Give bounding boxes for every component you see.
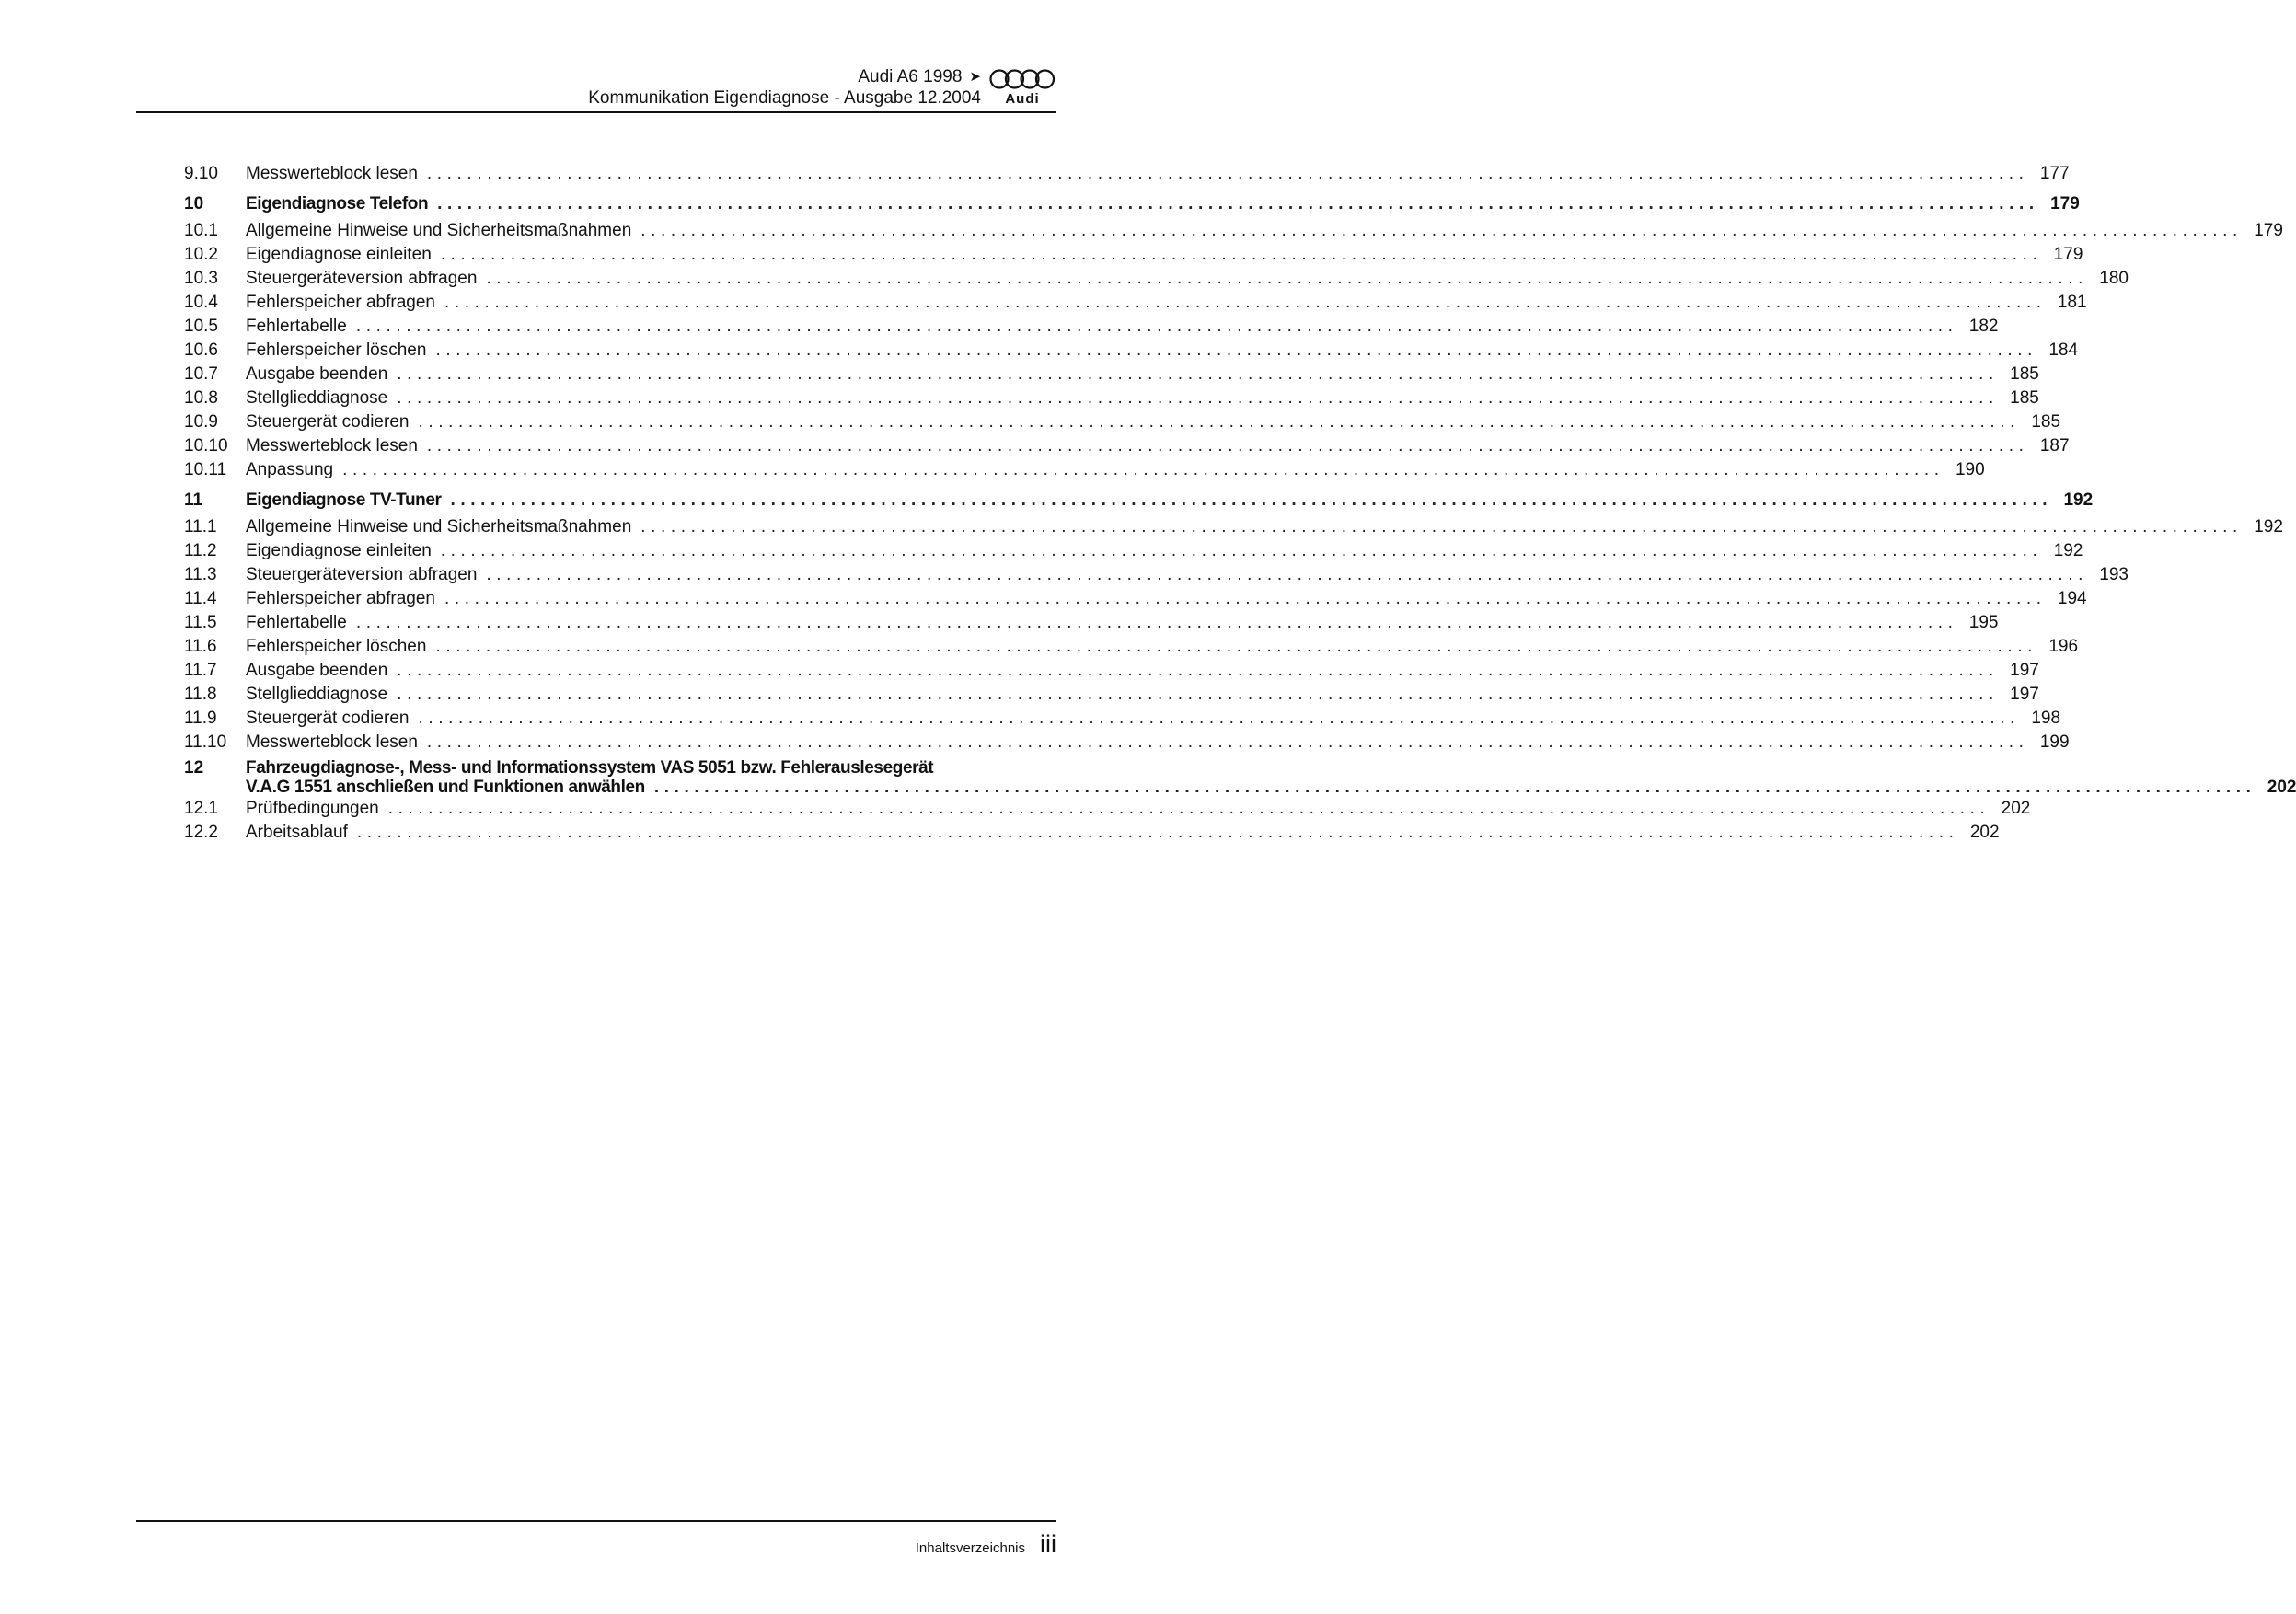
toc-number: 12.2 — [184, 823, 218, 842]
toc-title: Fehlerspeicher löschen — [246, 340, 427, 360]
toc-leader-dots: ................................................................................................................................................................ — [444, 293, 2047, 312]
toc-leader-dots: ................................................................................................................................................................ — [397, 661, 1999, 680]
toc-title-line2-row — [246, 778, 2296, 797]
toc-number: 11.2 — [184, 541, 217, 560]
toc-entry-row[interactable] — [184, 797, 2031, 821]
audi-brand-text: Audi — [1005, 91, 1040, 107]
toc-leader-dots: ................................................................................................................................................................ — [440, 541, 2043, 560]
toc-title: Ausgabe beenden — [246, 661, 388, 680]
toc-number: 10 — [184, 194, 204, 213]
toc-page-number: 181 — [2057, 293, 2087, 312]
page-footer — [916, 1530, 1056, 1559]
toc-leader-dots: ................................................................................................................................................................ — [440, 245, 2043, 264]
toc-chapter-12[interactable] — [184, 755, 2296, 797]
toc-leader-dots: ................................................................................................................................................................ — [640, 221, 2243, 240]
toc-page-number: 179 — [2254, 221, 2283, 240]
toc-leader-dots: ................................................................................................................................................................ — [426, 732, 2029, 752]
toc-number: 12 — [184, 758, 204, 778]
toc-entry-row[interactable] — [184, 611, 1999, 635]
toc-entry-row[interactable] — [184, 315, 1999, 339]
toc-number: 11.9 — [184, 709, 217, 728]
toc-leader-dots: ................................................................................................................................................................ — [418, 709, 2021, 728]
toc-page-number: 192 — [2254, 517, 2283, 536]
toc-main-list — [184, 162, 2283, 755]
toc-title: Fehlerspeicher abfragen — [246, 293, 435, 312]
toc-leader-dots: ................................................................................................................................................................ — [355, 317, 1958, 336]
toc-number: 10.2 — [184, 245, 218, 264]
toc-leader-dots: ................................................................................................................................................................ — [450, 490, 2053, 510]
toc-leader-dots: ................................................................................................................................................................ — [640, 517, 2243, 536]
toc-page-number: 198 — [2031, 709, 2061, 728]
header-text — [588, 66, 981, 109]
toc-number: 9.10 — [184, 164, 218, 183]
toc-title-line2: V.A.G 1551 anschließen und Funktionen anwählen — [246, 778, 645, 797]
toc-entry-row[interactable] — [184, 410, 2061, 434]
toc-entry-row[interactable] — [184, 635, 2079, 659]
toc-number: 11.1 — [184, 517, 217, 536]
header-subtitle: Kommunikation Eigendiagnose - Ausgabe 12.2004 — [588, 88, 981, 108]
toc-page-number: 185 — [2010, 364, 2039, 384]
toc-page-number: 179 — [2050, 194, 2080, 213]
toc-entry-row[interactable] — [184, 219, 2283, 243]
toc-leader-dots: ................................................................................................................................................................ — [397, 685, 1999, 704]
toc-page-number: 187 — [2039, 436, 2070, 455]
toc-title: Allgemeine Hinweise und Sicherheitsmaßnahmen — [246, 221, 632, 240]
toc-title: Messwerteblock lesen — [246, 732, 418, 752]
table-of-contents — [184, 162, 2296, 845]
toc-leader-dots: ................................................................................................................................................................ — [355, 613, 1958, 632]
toc-entry-row[interactable] — [184, 539, 2083, 563]
toc-title: Stellglieddiagnose — [246, 685, 388, 704]
toc-entry-row[interactable] — [184, 659, 2039, 683]
toc-page-number: 182 — [1968, 317, 1999, 336]
toc-title: Fehlertabelle — [246, 613, 347, 632]
toc-leader-dots: ................................................................................................................................................................ — [435, 637, 2038, 656]
toc-entry-row[interactable] — [184, 587, 2087, 611]
toc-leader-dots: ................................................................................................................................................................ — [435, 340, 2038, 360]
toc-title: Steuergeräteversion abfragen — [246, 565, 478, 584]
toc-title: Eigendiagnose einleiten — [246, 245, 432, 264]
toc-leader-dots: ................................................................................................................................................................ — [418, 412, 2021, 432]
toc-number: 11.4 — [184, 589, 217, 608]
toc-chapter-12-body — [246, 758, 2296, 797]
toc-title: Eigendiagnose Telefon — [246, 194, 429, 213]
toc-title: Eigendiagnose TV-Tuner — [246, 490, 442, 510]
toc-page-number: 190 — [1955, 460, 1985, 479]
toc-number: 11.10 — [184, 732, 227, 752]
toc-leader-dots: ................................................................................................................................................................ — [397, 364, 1999, 384]
toc-page-number: 179 — [2053, 245, 2083, 264]
header-model: Audi A6 1998 — [858, 67, 963, 86]
audi-logo — [988, 68, 1056, 109]
page-header — [136, 66, 1056, 114]
toc-title: Allgemeine Hinweise und Sicherheitsmaßnahmen — [246, 517, 632, 536]
toc-title: Eigendiagnose einleiten — [246, 541, 432, 560]
toc-chapter-row[interactable] — [184, 186, 2080, 219]
toc-page-number: 177 — [2039, 164, 2070, 183]
toc-entry-row[interactable] — [184, 267, 2129, 291]
toc-tail-list — [184, 797, 2031, 845]
toc-title: Fehlertabelle — [246, 317, 347, 336]
toc-leader-dots: ................................................................................................................................................................ — [486, 269, 2088, 288]
header-model-line — [588, 66, 981, 87]
toc-leader-dots: ................................................................................................................................................................ — [426, 436, 2029, 455]
toc-entry-row[interactable] — [184, 291, 2087, 315]
toc-page-number: 180 — [2099, 269, 2129, 288]
toc-page-number: 192 — [2063, 490, 2094, 510]
toc-entry-row[interactable] — [184, 363, 2039, 386]
toc-page-number: 197 — [2010, 685, 2039, 704]
toc-page-number: 202 — [2001, 799, 2031, 818]
toc-number: 10.5 — [184, 317, 218, 336]
footer-rule — [136, 1520, 1056, 1522]
toc-chapter-row[interactable] — [184, 482, 2094, 515]
toc-title: Fehlerspeicher abfragen — [246, 589, 435, 608]
toc-number: 11.6 — [184, 637, 217, 656]
header-rule — [136, 111, 1056, 113]
toc-entry-row[interactable] — [184, 515, 2283, 539]
toc-title-line1: Fahrzeugdiagnose-, Mess- und Informationssystem VAS 5051 bzw. Fehlerauslesegerät — [246, 758, 934, 778]
toc-title: Ausgabe beenden — [246, 364, 388, 384]
toc-page-number: 194 — [2057, 589, 2087, 608]
toc-page-number: 197 — [2010, 661, 2039, 680]
toc-title: Steuergerät codieren — [246, 709, 410, 728]
toc-number: 10.9 — [184, 412, 218, 432]
arrow-right-icon: ➤ — [969, 69, 981, 85]
footer-page-number: iii — [1040, 1530, 1056, 1558]
toc-leader-dots: ................................................................................................................................................................ — [486, 565, 2088, 584]
toc-entry-row[interactable] — [184, 339, 2079, 363]
toc-title: Messwerteblock lesen — [246, 436, 418, 455]
toc-entry-row[interactable] — [184, 683, 2039, 707]
toc-page-number: 199 — [2039, 732, 2070, 752]
toc-leader-dots: ................................................................................................................................................................ — [437, 194, 2039, 213]
toc-title: Prüfbedingungen — [246, 799, 379, 818]
toc-number: 11 — [184, 490, 203, 510]
toc-entry-row[interactable] — [184, 731, 2070, 755]
toc-number: 10.7 — [184, 364, 218, 384]
toc-entry-row[interactable] — [184, 707, 2061, 731]
toc-leader-dots: ................................................................................................................................................................ — [356, 823, 1959, 842]
toc-number: 10.1 — [184, 221, 218, 240]
toc-leader-dots: ................................................................................................................................................................ — [426, 164, 2029, 183]
toc-page-number: 202 — [2267, 778, 2296, 797]
toc-entry-row[interactable] — [184, 386, 2039, 410]
toc-title: Anpassung — [246, 460, 334, 479]
footer-section-label: Inhaltsverzeichnis — [915, 1540, 1025, 1556]
toc-number: 11.3 — [184, 565, 217, 584]
toc-number: 10.6 — [184, 340, 218, 360]
toc-page-number: 202 — [1969, 823, 2000, 842]
toc-entry-row[interactable] — [184, 162, 2070, 186]
toc-page-number: 193 — [2099, 565, 2129, 584]
toc-number: 10.8 — [184, 388, 218, 408]
toc-leader-dots: ................................................................................................................................................................ — [397, 388, 1999, 408]
toc-number: 11.8 — [184, 685, 217, 704]
toc-entry-row[interactable] — [184, 563, 2129, 587]
toc-number: 12.1 — [184, 799, 218, 818]
toc-leader-dots: ................................................................................................................................................................ — [342, 460, 1944, 479]
toc-page-number: 195 — [1968, 613, 1999, 632]
toc-title: Arbeitsablauf — [246, 823, 348, 842]
toc-entry-row[interactable] — [184, 821, 2000, 845]
audi-rings-icon — [989, 68, 1056, 90]
toc-entry-row[interactable] — [184, 243, 2083, 267]
toc-leader-dots: ................................................................................................................................................................ — [444, 589, 2047, 608]
toc-page-number: 184 — [2048, 340, 2079, 360]
toc-page-number: 192 — [2053, 541, 2083, 560]
toc-leader-dots: ................................................................................................................................................................ — [387, 799, 1990, 818]
toc-title: Steuergerät codieren — [246, 412, 410, 432]
toc-title: Fehlerspeicher löschen — [246, 637, 427, 656]
toc-title: Messwerteblock lesen — [246, 164, 418, 183]
toc-page-number: 196 — [2048, 637, 2079, 656]
toc-number: 10.11 — [184, 460, 227, 479]
toc-number: 10.3 — [184, 269, 218, 288]
toc-page-number: 185 — [2010, 388, 2039, 408]
toc-title: Steuergeräteversion abfragen — [246, 269, 478, 288]
toc-leader-dots: ................................................................................................................................................................ — [653, 778, 2256, 797]
toc-number: 11.7 — [184, 661, 217, 680]
toc-title: Stellglieddiagnose — [246, 388, 388, 408]
toc-number: 11.5 — [184, 613, 217, 632]
toc-number: 10.4 — [184, 293, 218, 312]
toc-number: 10.10 — [184, 436, 228, 455]
toc-entry-row[interactable] — [184, 434, 2070, 458]
toc-entry-row[interactable] — [184, 458, 1985, 482]
toc-page-number: 185 — [2031, 412, 2061, 432]
